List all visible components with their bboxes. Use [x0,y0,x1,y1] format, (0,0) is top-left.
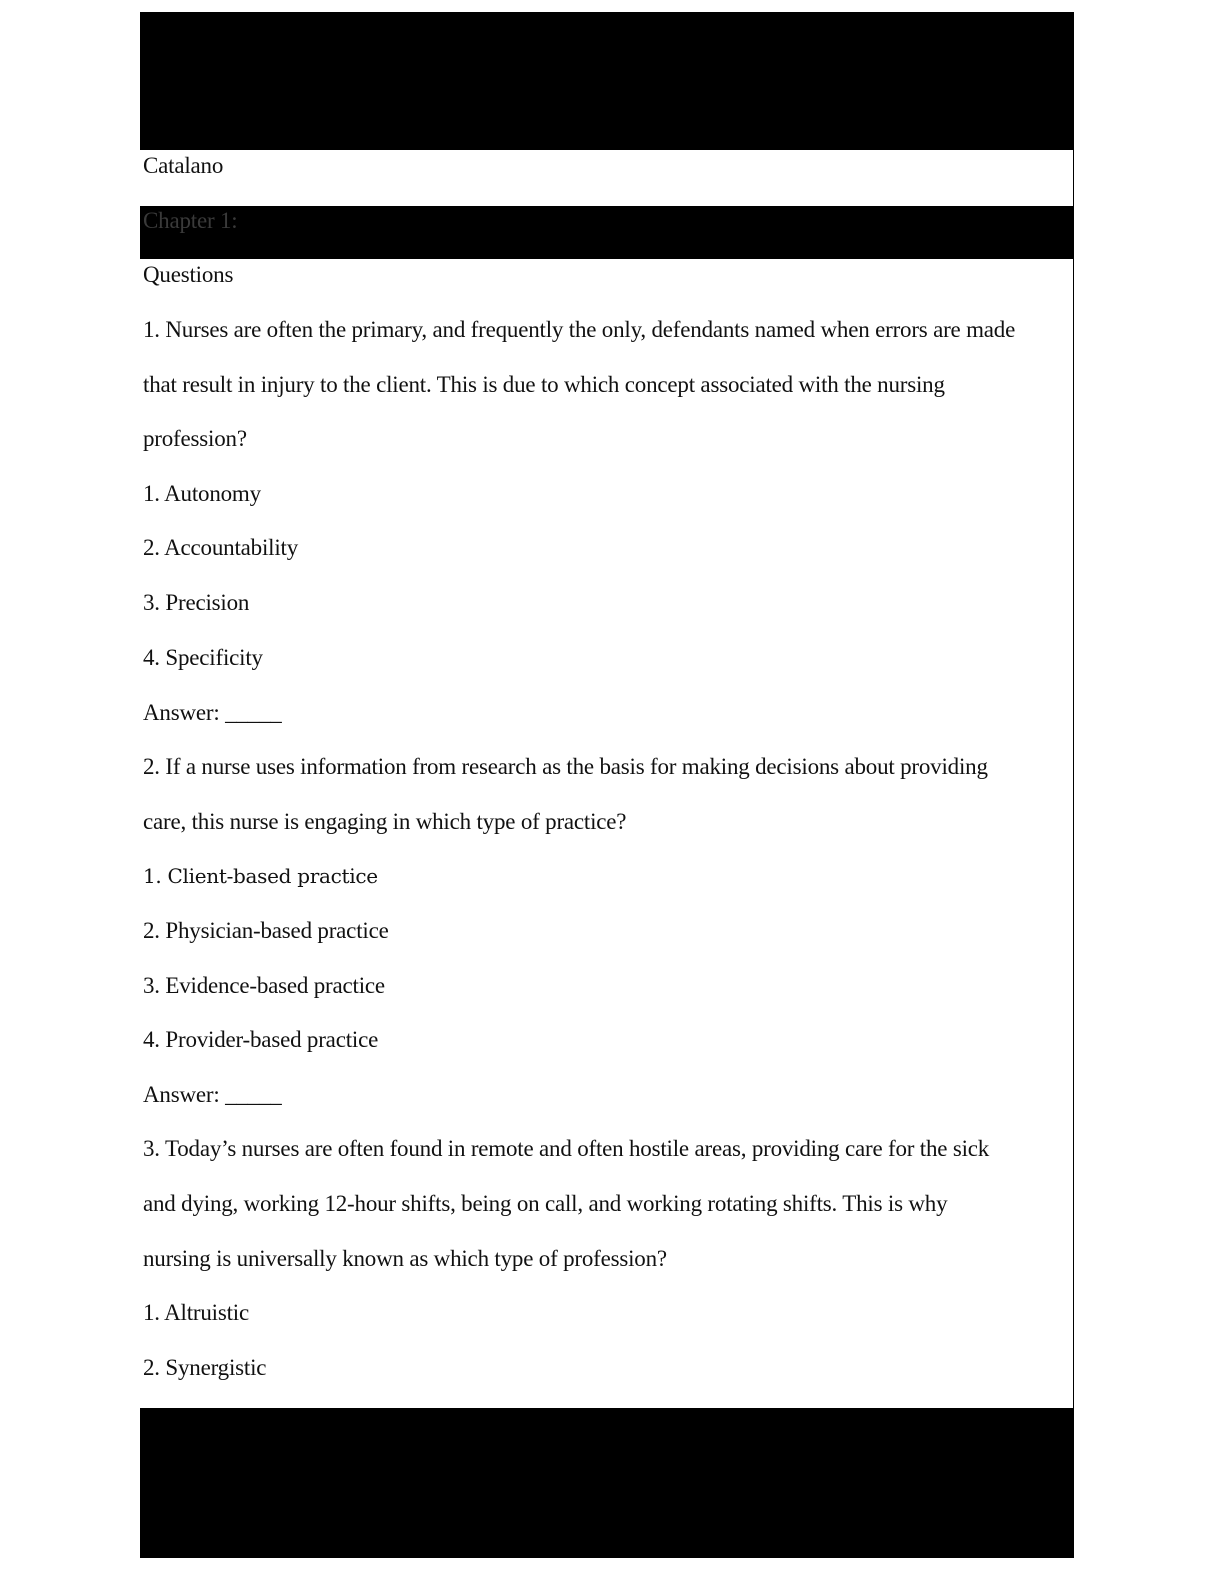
redacted-header-block [140,12,1074,150]
question-2-option-4: 4. Provider-based practice [143,1027,379,1052]
question-1-text-line-3: profession? [143,426,247,451]
author-name: Catalano [143,153,224,178]
question-2-answer: Answer: _____ [143,1082,282,1107]
question-1-option-2: 2. Accountability [143,535,299,560]
redacted-footer-block [140,1408,1074,1558]
question-1-option-1: 1. Autonomy [143,481,261,506]
question-2-text-line-1: 2. If a nurse uses information from research as the basis for making decisions about providing [143,754,988,779]
question-1-option-4: 4. Specificity [143,645,263,670]
question-3-text-line-3: nursing is universally known as which type of profession? [143,1246,667,1271]
question-3-option-1: 1. Altruistic [143,1300,250,1325]
question-2-option-2: 2. Physician-based practice [143,918,389,943]
question-1-text-line-2: that result in injury to the client. This is due to which concept associated with the nursing [143,372,945,397]
section-title: Questions [143,262,234,287]
question-3-text-line-1: 3. Today’s nurses are often found in remote and often hostile areas, providing care for the sick [143,1136,990,1161]
question-2-option-3: 3. Evidence-based practice [143,973,385,998]
question-1-option-3: 3. Precision [143,590,250,615]
question-3-option-2: 2. Synergistic [143,1355,267,1380]
redacted-chapter-block [140,206,1074,259]
right-margin-rule [1073,150,1074,1408]
question-1-text-line-1: 1. Nurses are often the primary, and frequently the only, defendants named when errors are made [143,317,1016,342]
question-1-answer: Answer: _____ [143,700,282,725]
question-2-text-line-2: care, this nurse is engaging in which type of practice? [143,809,627,834]
question-2-option-1: 1. Client-based practice [143,864,378,888]
chapter-heading: Chapter 1: [143,208,238,233]
question-3-text-line-2: and dying, working 12-hour shifts, being on call, and working rotating shifts. This is why [143,1191,948,1216]
